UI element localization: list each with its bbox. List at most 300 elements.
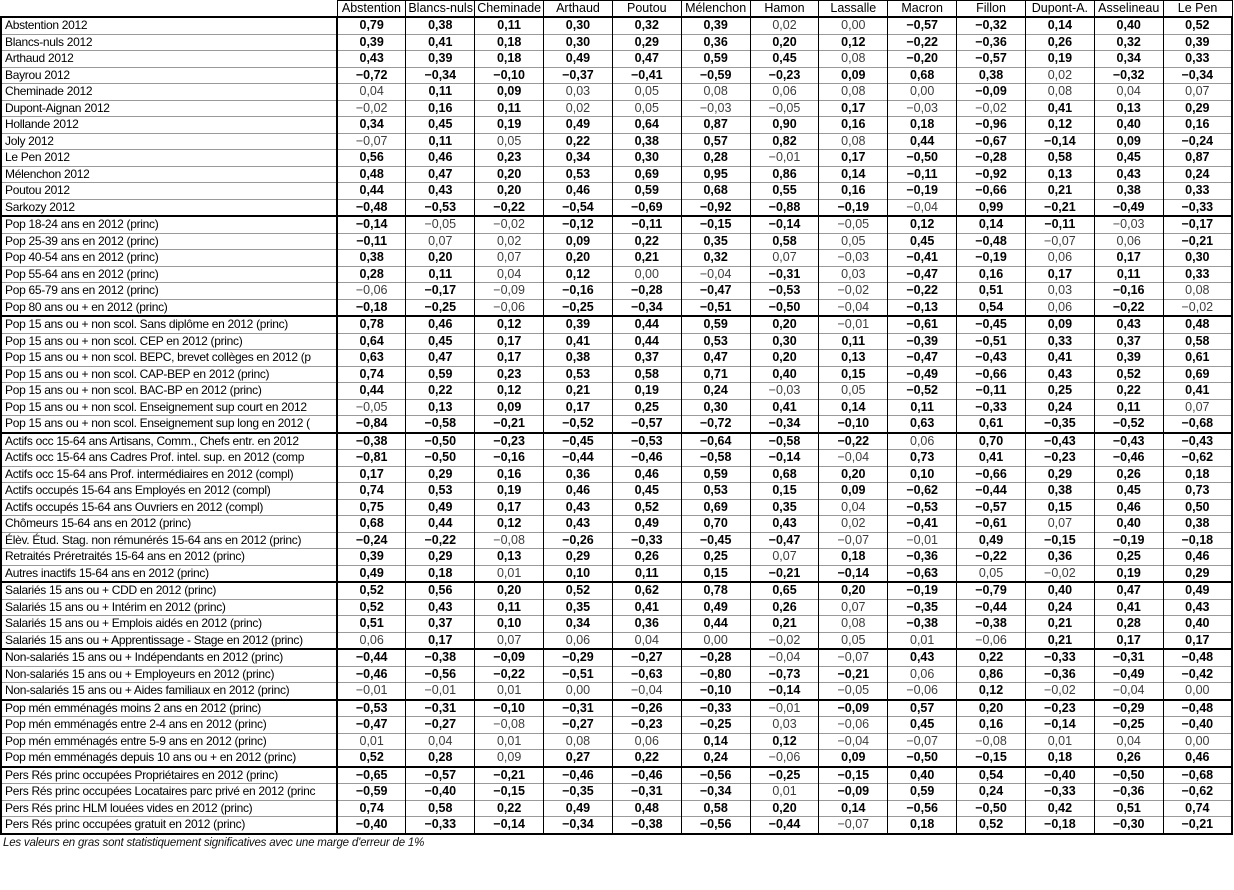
correlation-cell: 0,35 xyxy=(681,233,750,250)
correlation-cell: −0,57 xyxy=(888,17,957,34)
correlation-cell: −0,38 xyxy=(337,433,406,450)
correlation-cell: 0,26 xyxy=(750,599,819,616)
correlation-cell: −0,50 xyxy=(406,450,475,467)
row-label: Autres inactifs 15-64 ans en 2012 (princ) xyxy=(1,565,337,582)
correlation-cell: −0,25 xyxy=(750,767,819,784)
correlation-cell: 0,00 xyxy=(612,266,681,283)
correlation-cell: −0,12 xyxy=(544,216,613,233)
correlation-cell: −0,06 xyxy=(819,717,888,734)
table-row xyxy=(1,784,1232,801)
correlation-cell: −0,04 xyxy=(819,450,888,467)
correlation-cell: −0,18 xyxy=(337,299,406,316)
correlation-cell: 0,09 xyxy=(819,483,888,500)
correlation-cell: 0,40 xyxy=(1094,117,1163,134)
row-label: Pop 25-39 ans en 2012 (princ) xyxy=(1,233,337,250)
correlation-cell: 0,15 xyxy=(750,483,819,500)
table-row xyxy=(1,750,1232,767)
correlation-cell: −0,56 xyxy=(681,817,750,834)
correlation-cell: 0,00 xyxy=(819,17,888,34)
correlation-cell: 0,29 xyxy=(612,34,681,51)
correlation-cell: 0,13 xyxy=(1094,100,1163,117)
correlation-cell: 0,15 xyxy=(681,565,750,582)
correlation-cell: −0,45 xyxy=(681,532,750,549)
table-row xyxy=(1,350,1232,367)
correlation-cell: 0,47 xyxy=(406,166,475,183)
correlation-cell: 0,34 xyxy=(544,616,613,633)
correlation-cell: 0,44 xyxy=(612,333,681,350)
correlation-cell: 0,43 xyxy=(1163,599,1232,616)
correlation-cell: −0,45 xyxy=(957,316,1026,333)
correlation-cell: 0,13 xyxy=(406,399,475,416)
correlation-cell: 0,45 xyxy=(1094,483,1163,500)
correlation-cell: 0,15 xyxy=(1025,499,1094,516)
correlation-cell: 0,48 xyxy=(612,800,681,817)
correlation-cell: 0,33 xyxy=(1163,183,1232,200)
correlation-cell: 0,51 xyxy=(337,616,406,633)
correlation-cell: 0,59 xyxy=(681,466,750,483)
correlation-cell: −0,25 xyxy=(544,299,613,316)
correlation-cell: 0,06 xyxy=(1025,299,1094,316)
correlation-cell: −0,47 xyxy=(337,717,406,734)
correlation-cell: 0,11 xyxy=(406,84,475,101)
correlation-cell: −0,25 xyxy=(1094,717,1163,734)
correlation-cell: 0,75 xyxy=(337,499,406,516)
correlation-cell: 0,49 xyxy=(544,117,613,134)
row-label: Non-salariés 15 ans ou + Employeurs en 2012 (princ) xyxy=(1,666,337,683)
correlation-cell: 0,47 xyxy=(406,350,475,367)
correlation-cell: 0,38 xyxy=(406,17,475,34)
correlation-cell: −0,79 xyxy=(957,582,1026,599)
table-row xyxy=(1,283,1232,300)
correlation-cell: −0,35 xyxy=(544,784,613,801)
correlation-cell: −0,04 xyxy=(612,683,681,700)
correlation-cell: 0,43 xyxy=(337,51,406,68)
correlation-cell: 0,25 xyxy=(1025,383,1094,400)
correlation-cell: −0,19 xyxy=(957,250,1026,267)
correlation-cell: 0,03 xyxy=(1025,283,1094,300)
correlation-cell: 0,23 xyxy=(475,150,544,167)
correlation-cell: 0,34 xyxy=(544,150,613,167)
correlation-cell: −0,14 xyxy=(750,683,819,700)
correlation-cell: 0,04 xyxy=(612,632,681,649)
correlation-cell: −0,54 xyxy=(544,199,613,216)
correlation-cell: 0,68 xyxy=(888,67,957,84)
correlation-cell: 0,18 xyxy=(888,117,957,134)
correlation-cell: 0,14 xyxy=(957,216,1026,233)
correlation-cell: 0,38 xyxy=(337,250,406,267)
table-header xyxy=(1,1,1232,18)
correlation-cell: −0,36 xyxy=(1094,784,1163,801)
correlation-cell: 0,29 xyxy=(1163,565,1232,582)
correlation-cell: −0,33 xyxy=(406,817,475,834)
correlation-cell: −0,04 xyxy=(888,199,957,216)
correlation-cell: 0,52 xyxy=(337,750,406,767)
correlation-cell: 0,59 xyxy=(406,366,475,383)
correlation-cell: 0,34 xyxy=(1094,51,1163,68)
correlation-cell: −0,26 xyxy=(612,700,681,717)
correlation-cell: −0,40 xyxy=(406,784,475,801)
correlation-cell: 0,40 xyxy=(1163,616,1232,633)
correlation-cell: 0,09 xyxy=(475,84,544,101)
correlation-cell: −0,11 xyxy=(612,216,681,233)
correlation-cell: −0,46 xyxy=(612,450,681,467)
correlation-cell: 0,16 xyxy=(1163,117,1232,134)
correlation-cell: 0,20 xyxy=(957,700,1026,717)
correlation-cell: −0,14 xyxy=(475,817,544,834)
correlation-cell: 0,20 xyxy=(475,166,544,183)
correlation-cell: −0,36 xyxy=(888,549,957,566)
correlation-cell: 0,54 xyxy=(957,767,1026,784)
correlation-cell: 0,11 xyxy=(1094,266,1163,283)
table-row xyxy=(1,549,1232,566)
correlation-cell: 0,62 xyxy=(612,582,681,599)
correlation-cell: 0,35 xyxy=(544,599,613,616)
correlation-cell: −0,81 xyxy=(337,450,406,467)
correlation-cell: 0,17 xyxy=(337,466,406,483)
correlation-cell: −0,16 xyxy=(544,283,613,300)
correlation-cell: 0,12 xyxy=(957,683,1026,700)
correlation-cell: −0,05 xyxy=(406,216,475,233)
correlation-cell: −0,21 xyxy=(1163,233,1232,250)
correlation-cell: −0,02 xyxy=(475,216,544,233)
correlation-cell: −0,33 xyxy=(681,700,750,717)
row-label: Arthaud 2012 xyxy=(1,51,337,68)
correlation-cell: 0,26 xyxy=(1094,750,1163,767)
correlation-cell: −0,16 xyxy=(475,450,544,467)
correlation-cell: 0,24 xyxy=(957,784,1026,801)
correlation-cell: 0,22 xyxy=(1094,383,1163,400)
correlation-cell: 0,01 xyxy=(1025,733,1094,750)
correlation-cell: 0,63 xyxy=(337,350,406,367)
correlation-cell: 0,45 xyxy=(406,117,475,134)
correlation-cell: −0,32 xyxy=(1094,67,1163,84)
correlation-cell: 0,78 xyxy=(337,316,406,333)
correlation-cell: −0,57 xyxy=(612,416,681,433)
correlation-cell: 0,22 xyxy=(957,649,1026,666)
correlation-cell: 0,68 xyxy=(750,466,819,483)
correlation-cell: −0,84 xyxy=(337,416,406,433)
correlation-cell: −0,02 xyxy=(750,632,819,649)
correlation-cell: 0,00 xyxy=(888,84,957,101)
correlation-cell: 0,09 xyxy=(819,750,888,767)
correlation-cell: −0,17 xyxy=(406,283,475,300)
row-label: Pop 15 ans ou + non scol. Sans diplôme en 2012 (princ) xyxy=(1,316,337,333)
table-row xyxy=(1,565,1232,582)
correlation-cell: 0,53 xyxy=(544,366,613,383)
correlation-cell: −0,35 xyxy=(1025,416,1094,433)
correlation-cell: −0,53 xyxy=(337,700,406,717)
correlation-cell: 0,69 xyxy=(681,499,750,516)
correlation-cell: −0,41 xyxy=(612,67,681,84)
correlation-cell: −0,24 xyxy=(337,532,406,549)
correlation-cell: −0,22 xyxy=(819,433,888,450)
correlation-cell: −0,07 xyxy=(819,817,888,834)
correlation-cell: 0,59 xyxy=(612,183,681,200)
correlation-cell: 0,03 xyxy=(544,84,613,101)
correlation-cell: 0,58 xyxy=(1025,150,1094,167)
row-label: Le Pen 2012 xyxy=(1,150,337,167)
correlation-cell: 0,17 xyxy=(544,399,613,416)
table-row xyxy=(1,733,1232,750)
correlation-cell: 0,68 xyxy=(337,516,406,533)
correlation-cell: −0,44 xyxy=(544,450,613,467)
correlation-cell: −0,48 xyxy=(337,199,406,216)
correlation-cell: −0,27 xyxy=(544,717,613,734)
table-row xyxy=(1,333,1232,350)
correlation-cell: −0,38 xyxy=(406,649,475,666)
correlation-cell: 0,13 xyxy=(819,350,888,367)
correlation-cell: −0,07 xyxy=(819,532,888,549)
correlation-cell: 0,07 xyxy=(406,233,475,250)
correlation-cell: 0,59 xyxy=(681,51,750,68)
correlation-cell: 0,19 xyxy=(1094,565,1163,582)
significance-footnote: Les valeurs en gras sont statistiquement significatives avec une marge d'erreur de 1% xyxy=(3,836,425,849)
correlation-cell: 0,47 xyxy=(612,51,681,68)
correlation-cell: −0,15 xyxy=(957,750,1026,767)
correlation-cell: 0,53 xyxy=(681,333,750,350)
correlation-cell: −0,61 xyxy=(957,516,1026,533)
correlation-cell: 0,00 xyxy=(544,683,613,700)
correlation-cell: 0,15 xyxy=(819,366,888,383)
correlation-cell: 0,26 xyxy=(1025,34,1094,51)
correlation-cell: 0,54 xyxy=(957,299,1026,316)
table-row xyxy=(1,632,1232,649)
correlation-cell: 0,19 xyxy=(475,117,544,134)
correlation-cell: 0,04 xyxy=(1094,84,1163,101)
table-row xyxy=(1,817,1232,834)
correlation-cell: −0,43 xyxy=(1025,433,1094,450)
correlation-cell: 0,28 xyxy=(681,150,750,167)
correlation-cell: −0,07 xyxy=(337,133,406,150)
correlation-cell: −0,92 xyxy=(681,199,750,216)
correlation-cell: −0,62 xyxy=(1163,450,1232,467)
correlation-cell: 0,37 xyxy=(612,350,681,367)
correlation-cell: −0,11 xyxy=(1025,216,1094,233)
correlation-cell: 0,36 xyxy=(612,616,681,633)
correlation-cell: 0,43 xyxy=(406,183,475,200)
row-label: Pers Rés princ HLM louées vides en 2012 (princ) xyxy=(1,800,337,817)
correlation-cell: 0,07 xyxy=(750,250,819,267)
correlation-cell: 0,40 xyxy=(1094,516,1163,533)
correlation-cell: 0,21 xyxy=(1025,183,1094,200)
correlation-cell: 0,18 xyxy=(475,51,544,68)
correlation-cell: −0,23 xyxy=(1025,700,1094,717)
table-row xyxy=(1,316,1232,333)
column-header: Blancs-nuls xyxy=(406,1,475,18)
table-row xyxy=(1,34,1232,51)
correlation-cell: 0,63 xyxy=(888,416,957,433)
correlation-cell: 0,58 xyxy=(1163,333,1232,350)
correlation-cell: 0,38 xyxy=(612,133,681,150)
correlation-cell: 0,21 xyxy=(612,250,681,267)
correlation-cell: 0,70 xyxy=(681,516,750,533)
correlation-cell: −0,40 xyxy=(1025,767,1094,784)
correlation-cell: −0,56 xyxy=(888,800,957,817)
correlation-cell: 0,01 xyxy=(888,632,957,649)
correlation-cell: −0,53 xyxy=(888,499,957,516)
correlation-cell: −0,31 xyxy=(750,266,819,283)
correlation-cell: 0,06 xyxy=(750,84,819,101)
correlation-cell: 0,43 xyxy=(544,516,613,533)
table-row xyxy=(1,383,1232,400)
correlation-cell: 0,39 xyxy=(544,316,613,333)
correlation-cell: −0,50 xyxy=(888,150,957,167)
row-label: Pop 55-64 ans en 2012 (princ) xyxy=(1,266,337,283)
correlation-cell: −0,48 xyxy=(1163,700,1232,717)
correlation-cell: 0,41 xyxy=(750,399,819,416)
table-row xyxy=(1,266,1232,283)
correlation-cell: 0,17 xyxy=(475,499,544,516)
correlation-cell: 0,43 xyxy=(1094,166,1163,183)
row-label: Poutou 2012 xyxy=(1,183,337,200)
correlation-cell: 0,11 xyxy=(475,599,544,616)
correlation-cell: 0,18 xyxy=(819,549,888,566)
correlation-cell: 0,17 xyxy=(475,350,544,367)
correlation-cell: 0,16 xyxy=(406,100,475,117)
correlation-cell: 0,45 xyxy=(750,51,819,68)
correlation-cell: 0,71 xyxy=(681,366,750,383)
correlation-cell: 0,46 xyxy=(406,150,475,167)
correlation-cell: −0,96 xyxy=(957,117,1026,134)
correlation-cell: −0,06 xyxy=(750,750,819,767)
row-label: Pop 15 ans ou + non scol. CEP en 2012 (princ) xyxy=(1,333,337,350)
correlation-cell: −0,26 xyxy=(544,532,613,549)
correlation-cell: 0,06 xyxy=(544,632,613,649)
correlation-cell: −0,14 xyxy=(337,216,406,233)
correlation-cell: −0,49 xyxy=(1094,666,1163,683)
correlation-cell: −0,19 xyxy=(819,199,888,216)
correlation-cell: 0,08 xyxy=(681,84,750,101)
correlation-cell: 0,09 xyxy=(819,67,888,84)
table-row xyxy=(1,767,1232,784)
correlation-cell: −0,48 xyxy=(957,233,1026,250)
correlation-cell: −0,62 xyxy=(888,483,957,500)
correlation-cell: −0,47 xyxy=(888,266,957,283)
correlation-cell: 0,14 xyxy=(1025,17,1094,34)
correlation-cell: 0,11 xyxy=(612,565,681,582)
correlation-cell: 0,09 xyxy=(544,233,613,250)
row-label: Non-salariés 15 ans ou + Aides familiaux en 2012 (princ) xyxy=(1,683,337,700)
correlation-cell: 0,74 xyxy=(337,483,406,500)
correlation-cell: −0,49 xyxy=(888,366,957,383)
correlation-cell: −0,09 xyxy=(475,649,544,666)
correlation-cell: −0,22 xyxy=(475,666,544,683)
correlation-cell: −0,63 xyxy=(612,666,681,683)
correlation-cell: 0,34 xyxy=(337,117,406,134)
row-label: Actifs occ 15-64 ans Cadres Prof. intel. sup. en 2012 (comp xyxy=(1,450,337,467)
correlation-cell: −0,22 xyxy=(475,199,544,216)
correlation-cell: −0,31 xyxy=(612,784,681,801)
correlation-cell: 0,22 xyxy=(612,750,681,767)
correlation-cell: 0,39 xyxy=(1163,34,1232,51)
correlation-cell: −0,59 xyxy=(337,784,406,801)
correlation-cell: −0,46 xyxy=(544,767,613,784)
correlation-cell: 0,32 xyxy=(1094,34,1163,51)
correlation-cell: 0,17 xyxy=(406,632,475,649)
correlation-cell: 0,36 xyxy=(544,466,613,483)
correlation-cell: 0,61 xyxy=(957,416,1026,433)
correlation-cell: −0,35 xyxy=(888,599,957,616)
correlation-cell: 0,49 xyxy=(406,499,475,516)
correlation-cell: −0,33 xyxy=(612,532,681,549)
correlation-cell: 0,25 xyxy=(1094,549,1163,566)
table-row xyxy=(1,450,1232,467)
row-label: Salariés 15 ans ou + CDD en 2012 (princ) xyxy=(1,582,337,599)
correlation-cell: 0,20 xyxy=(750,34,819,51)
correlation-cell: −0,23 xyxy=(612,717,681,734)
correlation-cell: 0,17 xyxy=(1163,632,1232,649)
correlation-cell: −0,21 xyxy=(1163,817,1232,834)
correlation-cell: 0,04 xyxy=(475,266,544,283)
correlation-cell: −0,18 xyxy=(1163,532,1232,549)
correlation-cell: −0,66 xyxy=(957,466,1026,483)
correlation-cell: 0,50 xyxy=(1163,499,1232,516)
correlation-cell: −0,07 xyxy=(1025,233,1094,250)
correlation-cell: 0,87 xyxy=(1163,150,1232,167)
correlation-cell: 0,61 xyxy=(1163,350,1232,367)
correlation-cell: −0,56 xyxy=(681,767,750,784)
correlation-cell: 0,45 xyxy=(406,333,475,350)
correlation-cell: 0,90 xyxy=(750,117,819,134)
correlation-cell: −0,80 xyxy=(681,666,750,683)
correlation-cell: 0,36 xyxy=(681,34,750,51)
correlation-cell: 0,22 xyxy=(406,383,475,400)
correlation-cell: −0,21 xyxy=(819,666,888,683)
correlation-cell: 0,07 xyxy=(1163,399,1232,416)
correlation-cell: 0,73 xyxy=(888,450,957,467)
correlation-cell: 0,25 xyxy=(681,549,750,566)
correlation-cell: −0,66 xyxy=(957,183,1026,200)
correlation-cell: 0,68 xyxy=(681,183,750,200)
correlation-cell: 0,00 xyxy=(1163,683,1232,700)
correlation-cell: −0,52 xyxy=(888,383,957,400)
correlation-cell: 0,30 xyxy=(544,34,613,51)
correlation-cell: −0,67 xyxy=(957,133,1026,150)
correlation-cell: 0,23 xyxy=(475,366,544,383)
correlation-cell: −0,68 xyxy=(1163,767,1232,784)
correlation-cell: 0,58 xyxy=(612,366,681,383)
table-row xyxy=(1,117,1232,134)
row-label: Pop 15 ans ou + non scol. BEPC, brevet collèges en 2012 (p xyxy=(1,350,337,367)
correlation-cell: 0,59 xyxy=(681,316,750,333)
row-label: Pop mén emménagés entre 2-4 ans en 2012 (princ) xyxy=(1,717,337,734)
correlation-cell: −0,46 xyxy=(612,767,681,784)
correlation-cell: 0,08 xyxy=(819,133,888,150)
correlation-cell: 0,47 xyxy=(1094,582,1163,599)
correlation-cell: 0,02 xyxy=(544,100,613,117)
correlation-cell: 0,74 xyxy=(337,800,406,817)
correlation-cell: 0,52 xyxy=(612,499,681,516)
correlation-cell: 0,02 xyxy=(750,17,819,34)
correlation-cell: −0,11 xyxy=(957,383,1026,400)
correlation-cell: −0,34 xyxy=(406,67,475,84)
correlation-cell: 0,49 xyxy=(612,516,681,533)
correlation-cell: 0,29 xyxy=(406,549,475,566)
correlation-cell: 0,58 xyxy=(406,800,475,817)
correlation-cell: 0,10 xyxy=(888,466,957,483)
correlation-cell: 0,05 xyxy=(819,233,888,250)
table-row xyxy=(1,582,1232,599)
table-row xyxy=(1,416,1232,433)
correlation-cell: 0,10 xyxy=(544,565,613,582)
correlation-cell: 0,17 xyxy=(819,100,888,117)
correlation-cell: 0,24 xyxy=(1025,399,1094,416)
correlation-cell: 0,05 xyxy=(612,100,681,117)
correlation-cell: −0,20 xyxy=(888,51,957,68)
correlation-cell: 0,52 xyxy=(1094,366,1163,383)
correlation-cell: −0,23 xyxy=(475,433,544,450)
correlation-cell: 0,51 xyxy=(957,283,1026,300)
